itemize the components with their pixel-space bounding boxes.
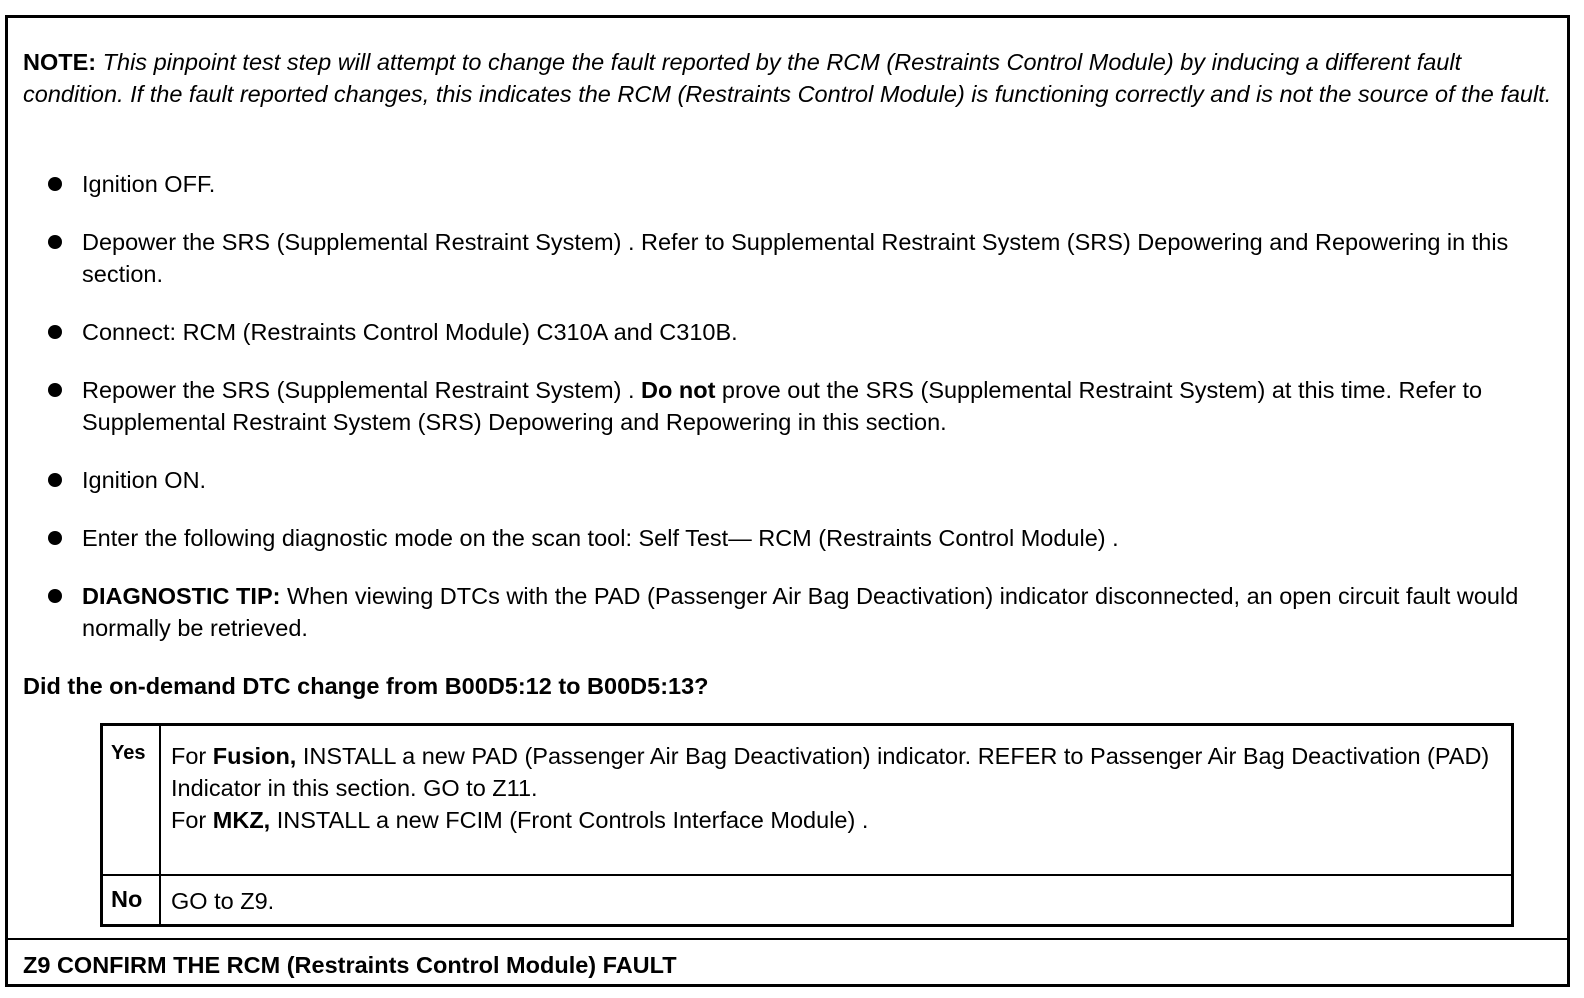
answer-row-no (103, 876, 1511, 924)
question-heading: Did the on-demand DTC change from B00D5:12 to B00D5:13? (23, 673, 709, 699)
answer-yes-line-2 (171, 804, 1501, 836)
next-step-heading: Z9 CONFIRM THE RCM (Restraints Control Module) FAULT (23, 952, 677, 978)
diagnostic-tip-text: When viewing DTCs with the PAD (Passenger Air Bag Deactivation) indicator disconnected, an open circuit fault would normally be retrieved. (82, 583, 1519, 641)
step-text (82, 374, 1542, 438)
answer-value-no: GO to Z9. (171, 888, 275, 914)
text-span: INSTALL a new FCIM (Front Controls Interface Module) . (270, 807, 869, 833)
note-text: This pinpoint test step will attempt to change the fault reported by the RCM (Restraints Control Module) by inducing a different fault condition. If the fault reported changes, this indicates the RCM (Restraints Control Module) is functioning correctly and is not the source of the fault. (23, 49, 1552, 107)
diagnostic-tip-label: DIAGNOSTIC TIP: (82, 583, 281, 609)
text-span: INSTALL a new PAD (Passenger Air Bag Deactivation) indicator. REFER to Passenger Air Bag Deactivation (PAD) Indicator in this section. GO to Z11. (171, 743, 1490, 801)
note-paragraph (23, 46, 1568, 110)
step-text: Depower the SRS (Supplemental Restraint System) . Refer to Supplemental Restraint System (SRS) Depowering and Repowering in this section. (82, 229, 1509, 287)
document-frame (5, 15, 1570, 987)
step-text: Ignition OFF. (82, 171, 216, 197)
text-span: For (171, 743, 213, 769)
bullet-icon (48, 235, 62, 249)
note-label: NOTE: (23, 49, 97, 75)
step-text-pre: Repower the SRS (Supplemental Restraint System) . (82, 377, 642, 403)
model-fusion: Fusion, (212, 743, 297, 769)
answer-key-no: No (103, 876, 161, 924)
step-text: Enter the following diagnostic mode on the scan tool: Self Test— RCM (Restraints Control Module) . (82, 525, 1119, 551)
model-mkz: MKZ, (212, 807, 271, 833)
step-text-post: prove out the SRS (Supplemental Restraint System) at this time. Refer to Supplemental Restraint System (SRS) Depowering and Repowering in this section. (82, 377, 1483, 435)
answer-row-yes (103, 726, 1511, 876)
bullet-icon (48, 531, 62, 545)
answer-value-yes (171, 740, 1501, 836)
section-divider (8, 938, 1567, 940)
step-text (82, 580, 1542, 644)
bullet-icon (48, 325, 62, 339)
answer-table (100, 723, 1514, 927)
answer-yes-line-1 (171, 740, 1501, 804)
step-warning: Do not (641, 377, 716, 403)
answer-key-yes: Yes (103, 726, 161, 874)
step-text: Connect: RCM (Restraints Control Module) C310A and C310B. (82, 319, 738, 345)
bullet-icon (48, 383, 62, 397)
step-text: Ignition ON. (82, 467, 207, 493)
bullet-icon (48, 473, 62, 487)
bullet-icon (48, 177, 62, 191)
text-span: For (171, 807, 213, 833)
bullet-icon (48, 589, 62, 603)
